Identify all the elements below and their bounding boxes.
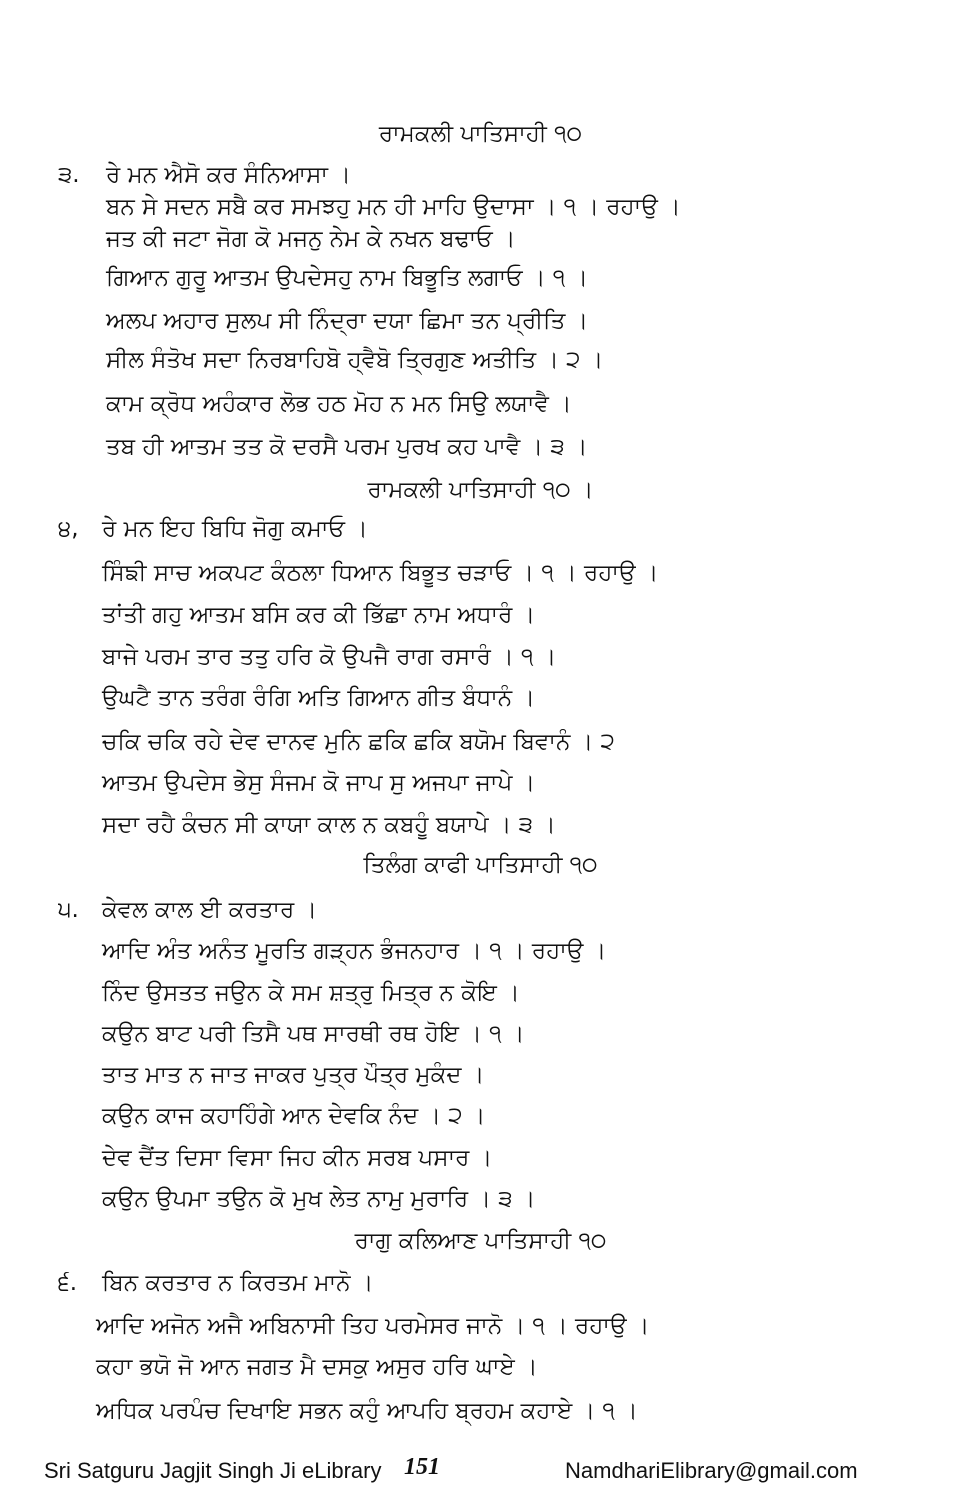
verse-line: ਕਉਨ ਬਾਟ ਪਰੀ ਤਿਸੈ ਪਥ ਸਾਰਥੀ ਰਥ ਹੋਇ । ੧ । [102,1021,525,1047]
verse-line: ਉਘਟੈ ਤਾਨ ਤਰੰਗ ਰੰਗਿ ਅਤਿ ਗਿਆਨ ਗੀਤ ਬੰਧਾਨੰ । [102,685,535,711]
verse-line: ਨਿੰਦ ਉਸਤਤ ਜਉਨ ਕੇ ਸਮ ਸ਼ਤ੍ਰੁ ਮਿਤ੍ਰ ਨ ਕੋਇ । [102,980,520,1006]
verse-line: ਕਉਨ ਉਪਮਾ ਤਉਨ ਕੋ ਮੁਖ ਲੇਤ ਨਾਮੁ ਮੁਰਾਰਿ । ੩ । [102,1186,536,1212]
verse-line: ਬਿਨ ਕਰਤਾਰ ਨ ਕਿਰਤਮ ਮਾਨੋ । [102,1270,374,1296]
section-number: ੬. [58,1270,78,1296]
section-number: ੩. [58,162,80,188]
verse-line: ਕਾਮ ਕ੍ਰੋਧ ਅਹੰਕਾਰ ਲੋਭ ਹਠ ਮੋਹ ਨ ਮਨ ਸਿਉ ਲਯਾਵੈ । [106,391,572,417]
verse-line: ਕਉਨ ਕਾਜ ਕਹਾਹਿੰਗੇ ਆਨ ਦੇਵਕਿ ਨੰਦ । ੨ । [102,1103,486,1129]
verse-line: ਸੀਲ ਸੰਤੋਖ ਸਦਾ ਨਿਰਬਾਹਿਬੋ ਹ੍ਵੈਬੋ ਤ੍ਰਿਗੁਣ ਅਤੀਤਿ । ੨ । [106,347,604,373]
section-heading: ਤਿਲੰਗ ਕਾਫੀ ਪਾਤਿਸਾਹੀ ੧੦ [363,852,598,878]
section-heading: ਰਾਮਕਲੀ ਪਾਤਿਸਾਹੀ ੧੦ [378,121,583,147]
section-number: ੪, [58,516,79,542]
verse-line: ਆਦਿ ਅੰਤ ਅਨੰਤ ਮੂਰਤਿ ਗੜ੍ਹਨ ਭੰਜਨਹਾਰ । ੧ । ਰਹਾਉ । [102,938,607,964]
contact-email: NamdhariElibrary@gmail.com [565,1458,858,1483]
verse-line: ਅਧਿਕ ਪਰਪੰਚ ਦਿਖਾਇ ਸਭਨ ਕਹੁੰ ਆਪਹਿ ਬ੍ਰਹਮ ਕਹਾਏ । ੧ । [96,1398,638,1424]
section-number: ੫. [58,897,79,923]
verse-line: ਤਬ ਹੀ ਆਤਮ ਤਤ ਕੋ ਦਰਸੈ ਪਰਮ ਪੁਰਖ ਕਹ ਪਾਵੈ । ੩ । [106,434,588,460]
verse-line: ਗਿਆਨ ਗੁਰੂ ਆਤਮ ਉਪਦੇਸਹੁ ਨਾਮ ਬਿਭੂਤਿ ਲਗਾਓ । ੧ । [106,265,589,291]
verse-line: ਬਾਜੇ ਪਰਮ ਤਾਰ ਤਤੁ ਹਰਿ ਕੋ ਉਪਜੈ ਰਾਗ ਰਸਾਰੰ । ੧ । [102,644,557,670]
verse-line: ਕਹਾ ਭਯੋ ਜੋ ਆਨ ਜਗਤ ਮੈ ਦਸਕੁ ਅਸੁਰ ਹਰਿ ਘਾਏ । [96,1354,538,1380]
verse-line: ਤਾਂਤੀ ਗਹੁ ਆਤਮ ਬਸਿ ਕਰ ਕੀ ਭਿੱਛਾ ਨਾਮ ਅਧਾਰੰ । [102,602,536,628]
verse-line: ਅਲਪ ਅਹਾਰ ਸੁਲਪ ਸੀ ਨਿੰਦ੍ਰਾ ਦਯਾ ਛਿਮਾ ਤਨ ਪ੍ਰੀਤਿ । [106,308,589,334]
verse-line: ਆਦਿ ਅਜੋਨ ਅਜੈ ਅਬਿਨਾਸੀ ਤਿਹ ਪਰਮੇਸਰ ਜਾਨੋ । ੧ । ਰਹਾਉ । [96,1313,650,1339]
verse-line: ਚਕਿ ਚਕਿ ਰਹੇ ਦੇਵ ਦਾਨਵ ਮੁਨਿ ਛਕਿ ਛਕਿ ਬਯੋਮ ਬਿਵਾਨੰ । ੨ [102,729,615,755]
verse-line: ਤਾਤ ਮਾਤ ਨ ਜਾਤ ਜਾਕਰ ਪੁਤ੍ਰ ਪੌਤ੍ਰ ਮੁਕੰਦ । [102,1062,485,1088]
library-name: Sri Satguru Jagjit Singh Ji eLibrary [44,1458,382,1483]
verse-line: ਸਦਾ ਰਹੈ ਕੰਚਨ ਸੀ ਕਾਯਾ ਕਾਲ ਨ ਕਬਹੂੰ ਬਯਾਪੇ । ੩ । [102,812,556,838]
verse-line: ਰੇ ਮਨ ਐਸੋ ਕਰ ਸੰਨਿਆਸਾ । [106,162,351,188]
verse-line: ਸਿੰਙੀ ਸਾਚ ਅਕਪਟ ਕੰਠਲਾ ਧਿਆਨ ਬਿਭੂਤ ਚੜਾਓ । ੧ । ਰਹਾਉ । [102,560,659,586]
verse-line: ਆਤਮ ਉਪਦੇਸ ਭੇਸੁ ਸੰਜਮ ਕੋ ਜਾਪ ਸੁ ਅਜਪਾ ਜਾਪੇ । [102,770,536,796]
verse-line: ਰੇ ਮਨ ਇਹ ਬਿਧਿ ਜੋਗੁ ਕਮਾਓ । [102,516,368,542]
page-number: 151 [404,1454,440,1480]
verse-line: ਕੇਵਲ ਕਾਲ ਈ ਕਰਤਾਰ । [102,897,318,923]
verse-line: ਜਤ ਕੀ ਜਟਾ ਜੋਗ ਕੋ ਮਜਨੁ ਨੇਮ ਕੇ ਨਖਨ ਬਢਾਓ । [106,226,516,252]
section-heading: ਰਾਗੁ ਕਲਿਆਣ ਪਾਤਿਸਾਹੀ ੧੦ [354,1228,607,1254]
section-heading: ਰਾਮਕਲੀ ਪਾਤਿਸਾਹੀ ੧੦ । [367,477,594,503]
verse-line: ਬਨ ਸੇ ਸਦਨ ਸਬੈ ਕਰ ਸਮਝਹੁ ਮਨ ਹੀ ਮਾਹਿ ਉਦਾਸਾ । ੧ । ਰਹਾਉ । [106,194,681,220]
verse-line: ਦੇਵ ਦੈਂਤ ਦਿਸਾ ਵਿਸਾ ਜਿਹ ਕੀਨ ਸਰਬ ਪਸਾਰ । [102,1145,493,1171]
